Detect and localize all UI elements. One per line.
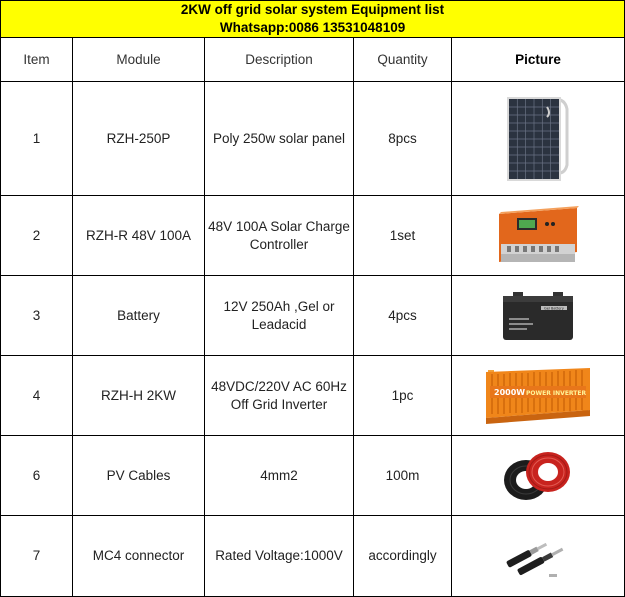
cell-picture xyxy=(452,356,625,436)
table-row xyxy=(1,436,625,516)
cell-description: Rated Voltage:1000V xyxy=(205,516,354,597)
cell-quantity: 4pcs xyxy=(354,276,452,356)
table-row xyxy=(1,82,625,196)
cell-description: 48VDC/220V AC 60Hz Off Grid Inverter xyxy=(205,356,354,436)
cell-item: 3 xyxy=(1,276,73,356)
inverter-icon xyxy=(484,364,592,428)
cell-item: 1 xyxy=(1,82,73,196)
header-picture: Picture xyxy=(452,38,625,82)
cell-quantity: 1set xyxy=(354,196,452,276)
cell-picture xyxy=(452,436,625,516)
solar-panel-icon xyxy=(503,93,573,185)
cell-picture xyxy=(452,196,625,276)
title-line-2: Whatsapp:0086 13531048109 xyxy=(219,20,406,35)
battery-icon xyxy=(501,290,575,342)
cell-item: 6 xyxy=(1,436,73,516)
title-banner xyxy=(1,1,625,38)
mc4-connector-icon xyxy=(503,530,573,582)
cell-module: MC4 connector xyxy=(73,516,205,597)
header-item: Item xyxy=(1,38,73,82)
table-row xyxy=(1,276,625,356)
cell-module: Battery xyxy=(73,276,205,356)
cell-module: RZH-250P xyxy=(73,82,205,196)
cell-quantity: 8pcs xyxy=(354,82,452,196)
cell-description: 12V 250Ah ,Gel or Leadacid xyxy=(205,276,354,356)
header-module: Module xyxy=(73,38,205,82)
cell-item: 7 xyxy=(1,516,73,597)
cell-quantity: 100m xyxy=(354,436,452,516)
cell-module: RZH-R 48V 100A xyxy=(73,196,205,276)
battery-label: Gel Battery xyxy=(544,306,564,310)
cell-quantity: 1pc xyxy=(354,356,452,436)
cell-module: PV Cables xyxy=(73,436,205,516)
table-row xyxy=(1,356,625,436)
cell-module: RZH-H 2KW xyxy=(73,356,205,436)
cell-description: 48V 100A Solar Charge Controller xyxy=(205,196,354,276)
cell-description: Poly 250w solar panel xyxy=(205,82,354,196)
cell-picture xyxy=(452,276,625,356)
charge-controller-icon xyxy=(493,204,583,268)
title-line-1: 2KW off grid solar system Equipment list xyxy=(180,2,445,17)
inverter-text: POWER INVERTER xyxy=(526,389,587,397)
cell-picture xyxy=(452,516,625,597)
cell-quantity: accordingly xyxy=(354,516,452,597)
cell-item: 2 xyxy=(1,196,73,276)
table-row xyxy=(1,516,625,597)
table-row xyxy=(1,196,625,276)
header-description: Description xyxy=(205,38,354,82)
header-row xyxy=(1,38,625,82)
cell-item: 4 xyxy=(1,356,73,436)
header-quantity: Quantity xyxy=(354,38,452,82)
cell-picture xyxy=(452,82,625,196)
inverter-brand: 2000W xyxy=(494,387,526,397)
cell-description: 4mm2 xyxy=(205,436,354,516)
cable-coil-icon xyxy=(500,448,576,504)
